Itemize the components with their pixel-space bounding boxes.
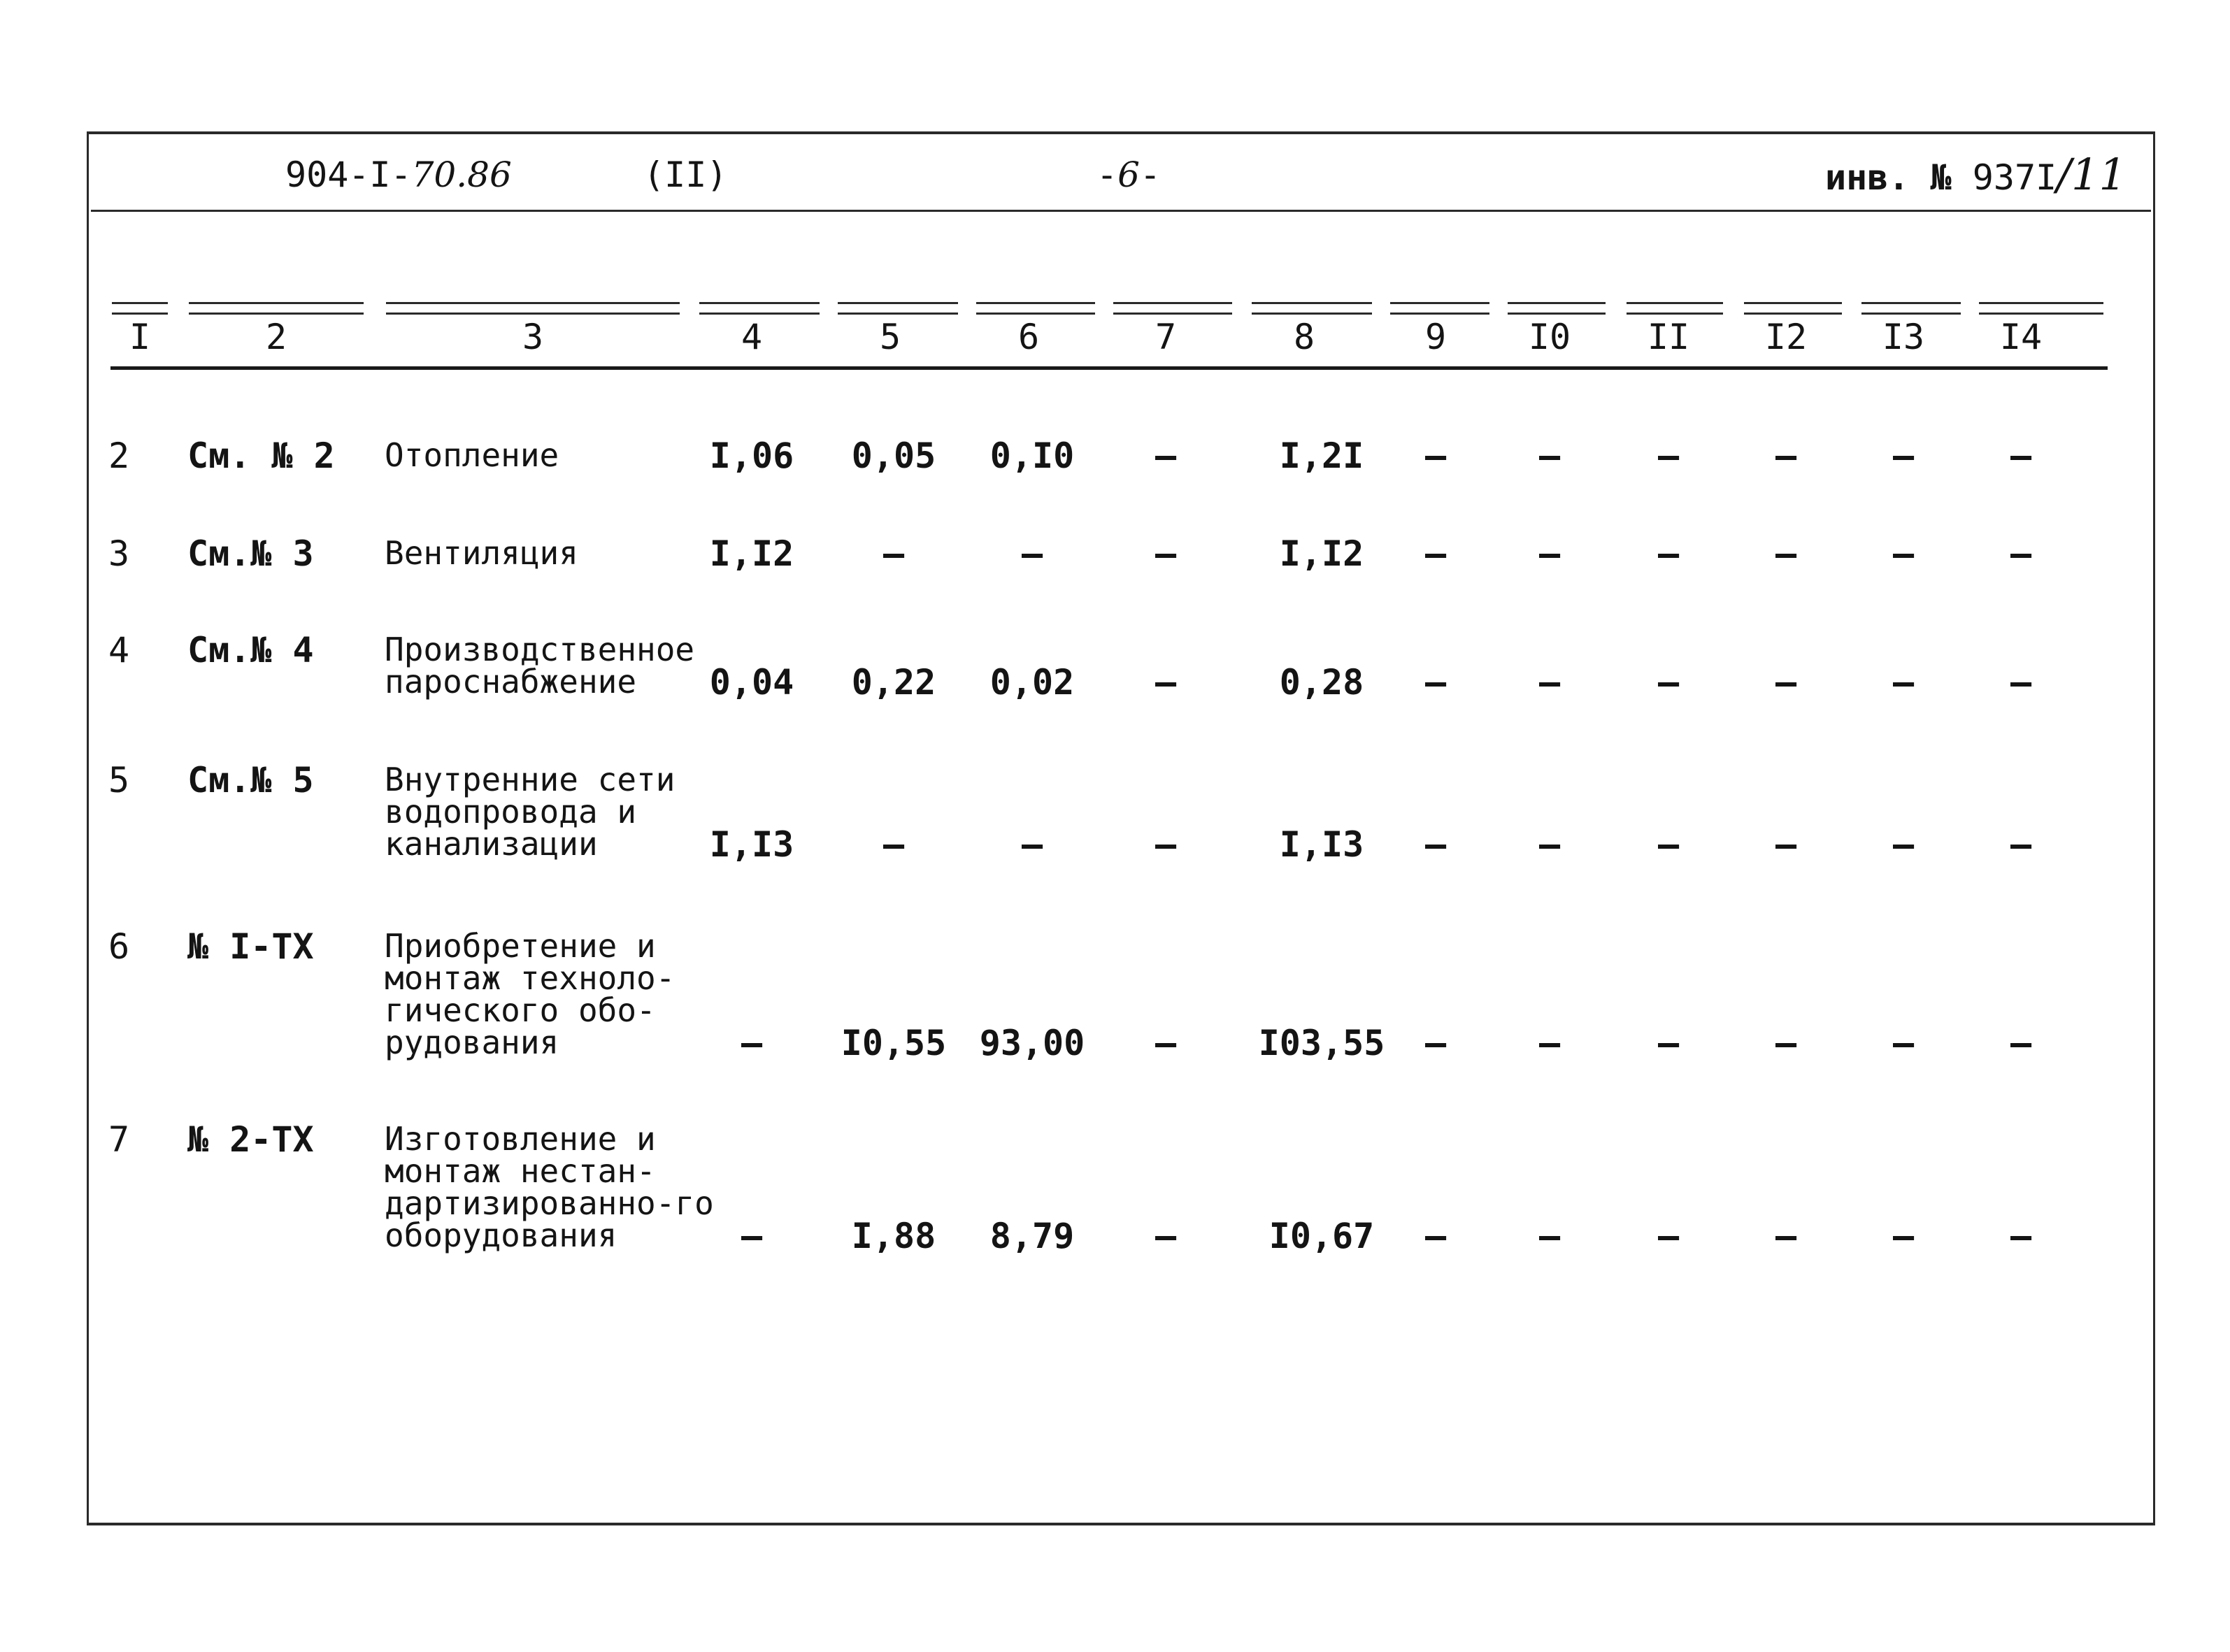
page-number: -6- xyxy=(1096,155,1162,195)
row-value-col-6: – xyxy=(1021,824,1043,865)
column-header-rule xyxy=(1979,302,2103,315)
column-number: 2 xyxy=(265,317,287,357)
row-reference: См.№ 3 xyxy=(187,533,314,574)
row-value-col-8: I,2I xyxy=(1279,436,1364,476)
row-value-col-9: – xyxy=(1424,824,1447,865)
header-divider xyxy=(91,210,2151,212)
row-value-col-12: – xyxy=(1775,436,1797,476)
row-value-col-10: – xyxy=(1538,1023,1561,1063)
row-value-col-10: – xyxy=(1538,436,1561,476)
row-value-col-11: – xyxy=(1657,662,1680,703)
inventory-number: инв. № 937I/11 xyxy=(1825,149,2127,200)
row-value-col-7: – xyxy=(1155,533,1177,574)
row-value-col-5: 0,22 xyxy=(851,662,936,703)
column-number: 4 xyxy=(741,317,763,357)
column-number: II xyxy=(1647,317,1690,357)
row-value-col-13: – xyxy=(1892,824,1915,865)
column-number: I2 xyxy=(1764,317,1808,357)
row-value-col-10: – xyxy=(1538,1216,1561,1256)
row-value-col-5: I0,55 xyxy=(841,1023,947,1063)
row-value-col-14: – xyxy=(2010,1023,2032,1063)
row-number: 7 xyxy=(108,1119,130,1160)
row-value-col-7: – xyxy=(1155,1216,1177,1256)
row-value-col-14: – xyxy=(2010,533,2032,574)
row-reference: № I-TX xyxy=(187,926,314,967)
row-reference: См.№ 4 xyxy=(187,630,314,670)
row-value-col-6: – xyxy=(1021,533,1043,574)
row-value-col-12: – xyxy=(1775,824,1797,865)
row-value-col-8: I03,55 xyxy=(1258,1023,1385,1063)
row-number: 6 xyxy=(108,926,130,967)
row-value-col-4: – xyxy=(741,1023,763,1063)
column-number: I0 xyxy=(1528,317,1571,357)
row-value-col-13: – xyxy=(1892,1023,1915,1063)
row-value-col-12: – xyxy=(1775,1023,1797,1063)
row-value-col-4: I,I2 xyxy=(709,533,794,574)
row-value-col-6: 0,02 xyxy=(989,662,1075,703)
row-work-name: Отопление xyxy=(385,436,559,474)
column-header-rule xyxy=(386,302,680,315)
row-value-col-14: – xyxy=(2010,824,2032,865)
section-number: (II) xyxy=(643,155,728,195)
document-code: 904-I-70.86 xyxy=(285,155,512,195)
row-value-col-13: – xyxy=(1892,533,1915,574)
row-value-col-9: – xyxy=(1424,1216,1447,1256)
row-value-col-11: – xyxy=(1657,533,1680,574)
column-number: I4 xyxy=(1999,317,2043,357)
row-number: 3 xyxy=(108,533,130,574)
row-value-col-10: – xyxy=(1538,824,1561,865)
row-reference: № 2-TX xyxy=(187,1119,314,1160)
column-header-rule xyxy=(1113,302,1232,315)
row-value-col-14: – xyxy=(2010,1216,2032,1256)
column-number: 9 xyxy=(1424,317,1447,357)
column-number: 3 xyxy=(522,317,544,357)
row-work-name: Производственное пароснабжение xyxy=(385,631,695,701)
column-header-rule xyxy=(189,302,364,315)
row-value-col-9: – xyxy=(1424,533,1447,574)
row-value-col-5: – xyxy=(882,533,905,574)
column-header-bottom-rule xyxy=(110,366,2108,370)
row-value-col-11: – xyxy=(1657,1216,1680,1256)
row-work-name: Изготовление и монтаж нестан-дартизированно-го оборудования xyxy=(385,1120,714,1254)
column-number: I xyxy=(129,317,151,357)
row-value-col-5: I,88 xyxy=(851,1216,936,1256)
row-value-col-11: – xyxy=(1657,436,1680,476)
row-value-col-4: 0,04 xyxy=(709,662,794,703)
column-number: 8 xyxy=(1293,317,1315,357)
row-work-name: Внутренние сети водопровода и канализации xyxy=(385,761,676,863)
row-value-col-13: – xyxy=(1892,662,1915,703)
column-header-rule xyxy=(112,302,168,315)
row-value-col-4: I,06 xyxy=(709,436,794,476)
row-value-col-9: – xyxy=(1424,1023,1447,1063)
row-value-col-6: 8,79 xyxy=(989,1216,1075,1256)
row-value-col-8: I,I2 xyxy=(1279,533,1364,574)
column-header-rule xyxy=(1508,302,1606,315)
row-value-col-7: – xyxy=(1155,824,1177,865)
row-value-col-10: – xyxy=(1538,662,1561,703)
column-header-rule xyxy=(1627,302,1723,315)
row-value-col-6: 93,00 xyxy=(979,1023,1085,1063)
row-number: 4 xyxy=(108,630,130,670)
column-header-rule xyxy=(1744,302,1842,315)
column-header-rule xyxy=(1390,302,1489,315)
column-header-rule xyxy=(1861,302,1961,315)
row-value-col-7: – xyxy=(1155,1023,1177,1063)
column-header-rule xyxy=(1252,302,1372,315)
row-work-name: Приобретение и монтаж техноло-гического обо-рудования xyxy=(385,927,676,1061)
row-number: 2 xyxy=(108,436,130,476)
row-value-col-11: – xyxy=(1657,824,1680,865)
row-value-col-8: I0,67 xyxy=(1268,1216,1375,1256)
column-header-rule xyxy=(976,302,1095,315)
column-number: 7 xyxy=(1155,317,1177,357)
row-value-col-14: – xyxy=(2010,662,2032,703)
row-value-col-6: 0,I0 xyxy=(989,436,1075,476)
row-value-col-9: – xyxy=(1424,662,1447,703)
row-value-col-5: – xyxy=(882,824,905,865)
row-value-col-7: – xyxy=(1155,662,1177,703)
row-reference: См. № 2 xyxy=(187,436,335,476)
row-value-col-10: – xyxy=(1538,533,1561,574)
row-value-col-12: – xyxy=(1775,662,1797,703)
column-number: 5 xyxy=(879,317,901,357)
row-value-col-12: – xyxy=(1775,1216,1797,1256)
row-number: 5 xyxy=(108,760,130,800)
row-value-col-14: – xyxy=(2010,436,2032,476)
row-value-col-8: 0,28 xyxy=(1279,662,1364,703)
column-number: I3 xyxy=(1882,317,1925,357)
row-value-col-7: – xyxy=(1155,436,1177,476)
row-value-col-5: 0,05 xyxy=(851,436,936,476)
row-value-col-9: – xyxy=(1424,436,1447,476)
row-value-col-12: – xyxy=(1775,533,1797,574)
column-header-rule xyxy=(699,302,820,315)
row-value-col-13: – xyxy=(1892,1216,1915,1256)
row-value-col-8: I,I3 xyxy=(1279,824,1364,865)
row-value-col-4: – xyxy=(741,1216,763,1256)
column-header-rule xyxy=(838,302,958,315)
row-value-col-13: – xyxy=(1892,436,1915,476)
row-reference: См.№ 5 xyxy=(187,760,314,800)
row-value-col-4: I,I3 xyxy=(709,824,794,865)
column-number: 6 xyxy=(1017,317,1040,357)
row-work-name: Вентиляция xyxy=(385,534,578,572)
row-value-col-11: – xyxy=(1657,1023,1680,1063)
